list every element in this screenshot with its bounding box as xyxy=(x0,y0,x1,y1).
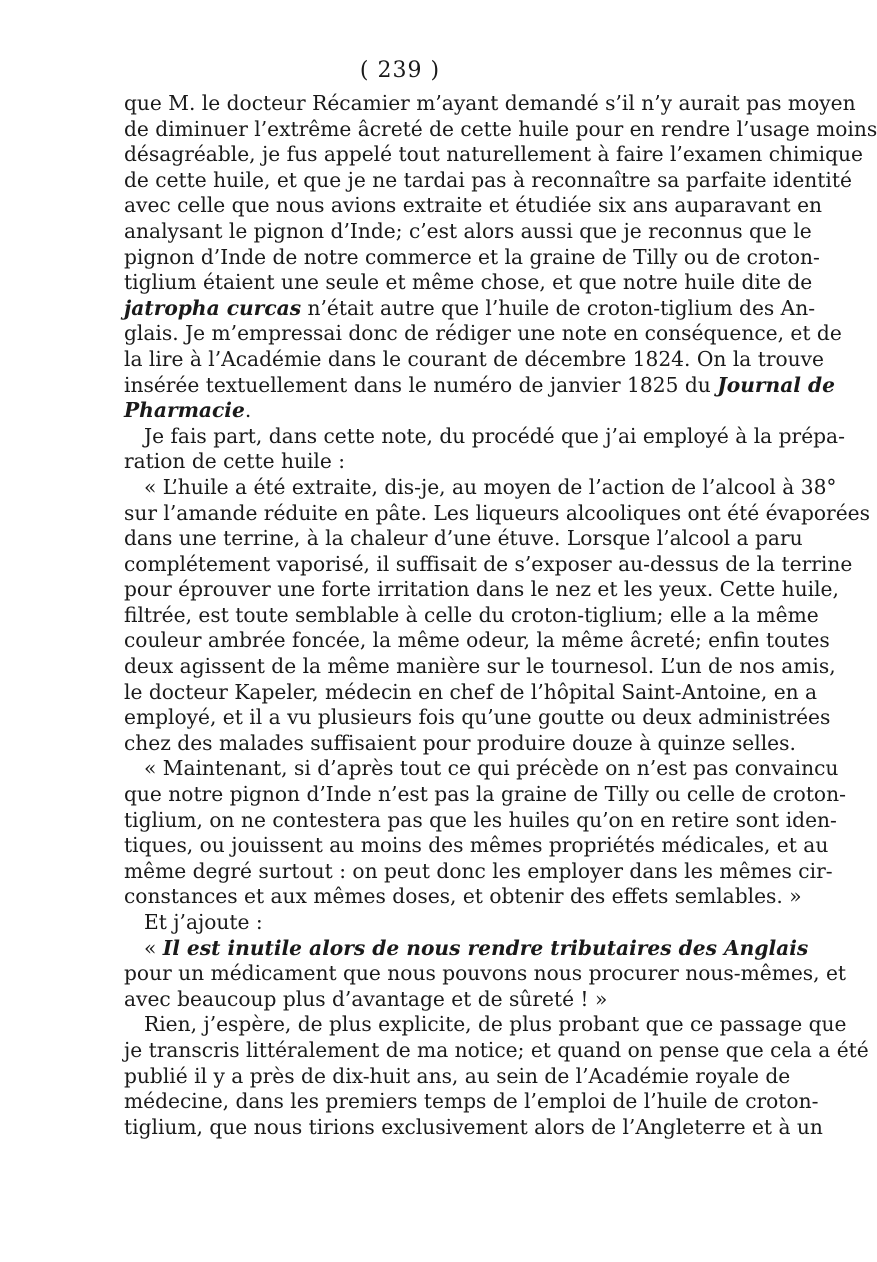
emphasis-text: Il est inutile alors de nous rendre tributaires des Anglais xyxy=(162,935,809,960)
text-span: insérée textuellement dans le numéro de janvier 1825 du xyxy=(124,372,718,397)
text-line: Je fais part, dans cette note, du procédé que j’ai employé à la prépa- xyxy=(144,423,845,448)
text-line: Rien, j’espère, de plus explicite, de plus probant que ce passage que xyxy=(144,1012,847,1037)
text-span: . xyxy=(244,398,252,423)
text-line: employé, et il a vu plusieurs fois qu’une goutte ou deux administrées xyxy=(124,705,831,730)
text-line: Et j’ajoute : xyxy=(144,910,263,934)
text-span: « xyxy=(144,935,163,960)
text-line: couleur ambrée foncée, la même odeur, la même âcreté; enfin toutes xyxy=(124,628,830,653)
text-line xyxy=(124,295,816,322)
text-line: analysant le pignon d’Inde; c’est alors aussi que je reconnus que le xyxy=(124,218,812,243)
text-line: tiglium, que nous tirions exclusivement alors de l’Angleterre et à un xyxy=(124,1114,823,1139)
emphasis-text: Pharmacie xyxy=(124,398,245,423)
text-line: avec beaucoup plus d’avantage et de sûreté ! » xyxy=(124,986,608,1011)
text-line: complétement vaporisé, il suffisait de s’exposer au-dessus de la terrine xyxy=(124,551,853,576)
body-text xyxy=(124,91,877,1140)
text-line: avec celle que nous avions extraite et étudiée six ans auparavant en xyxy=(124,193,823,218)
text-line: « L’huile a été extraite, dis-je, au moyen de l’action de l’alcool à 38° xyxy=(144,474,837,499)
text-line: de diminuer l’extrême âcreté de cette huile pour en rendre l’usage moins xyxy=(124,116,877,141)
text-line: filtrée, est toute semblable à celle du croton-tiglium; elle a la même xyxy=(124,602,819,627)
text-line: publié il y a près de dix-huit ans, au sein de l’Académie royale de xyxy=(124,1063,791,1088)
text-line: la lire à l’Académie dans le courant de décembre 1824. On la trouve xyxy=(124,346,824,371)
text-line: sur l’amande réduite en pâte. Les liqueurs alcooliques ont été évaporées xyxy=(124,500,870,525)
text-line xyxy=(124,372,835,399)
text-line: glais. Je m’empressai donc de rédiger une note en conséquence, et de xyxy=(124,321,842,346)
text-span: n’était autre que l’huile de croton-tiglium des An- xyxy=(301,295,816,320)
text-line: pour un médicament que nous pouvons nous procurer nous-mêmes, et xyxy=(124,961,847,986)
text-line: chez des malades suffisaient pour produire douze à quinze selles. xyxy=(124,730,796,755)
text-line xyxy=(124,398,676,424)
page-number: ( 239 ) xyxy=(359,58,441,83)
text-line: désagréable, je fus appelé tout naturellement à faire l’examen chimique xyxy=(124,142,863,167)
text-line xyxy=(124,935,809,962)
text-line: constances et aux mêmes doses, et obtenir des effets semlables. » xyxy=(124,884,802,909)
emphasis-text: Journal de xyxy=(717,372,835,397)
text-line: ration de cette huile : xyxy=(124,449,346,474)
text-line: médecine, dans les premiers temps de l’emploi de l’huile de croton- xyxy=(124,1089,819,1114)
text-line: que notre pignon d’Inde n’est pas la graine de Tilly ou celle de croton- xyxy=(124,782,846,807)
text-line: le docteur Kapeler, médecin en chef de l’hôpital Saint-Antoine, en a xyxy=(124,679,818,704)
text-line: je transcris littéralement de ma notice; et quand on pense que cela a été xyxy=(124,1037,869,1062)
text-line: même degré surtout : on peut donc les employer dans les mêmes cir- xyxy=(124,858,833,883)
text-line: dans une terrine, à la chaleur d’une étuve. Lorsque l’alcool a paru xyxy=(124,526,803,551)
text-line: pour éprouver une forte irritation dans le nez et les yeux. Cette huile, xyxy=(124,577,839,602)
text-line: de cette huile, et que je ne tardai pas à reconnaître sa parfaite identité xyxy=(124,167,852,192)
text-line: tiglium, on ne contestera pas que les huiles qu’on en retire sont iden- xyxy=(124,807,837,832)
emphasis-text: jatropha curcas xyxy=(124,295,302,320)
text-line: deux agissent de la même manière sur le tournesol. L’un de nos amis, xyxy=(124,654,836,679)
text-line: que M. le docteur Récamier m’ayant demandé s’il n’y aurait pas moyen xyxy=(124,91,856,115)
text-line: tiques, ou jouissent au moins des mêmes propriétés médicales, et au xyxy=(124,833,829,858)
text-line: pignon d’Inde de notre commerce et la graine de Tilly ou de croton- xyxy=(124,244,820,269)
text-line: « Maintenant, si d’après tout ce qui précède on n’est pas convaincu xyxy=(144,756,839,781)
text-line: tiglium étaient une seule et même chose, et que notre huile dite de xyxy=(124,270,813,295)
